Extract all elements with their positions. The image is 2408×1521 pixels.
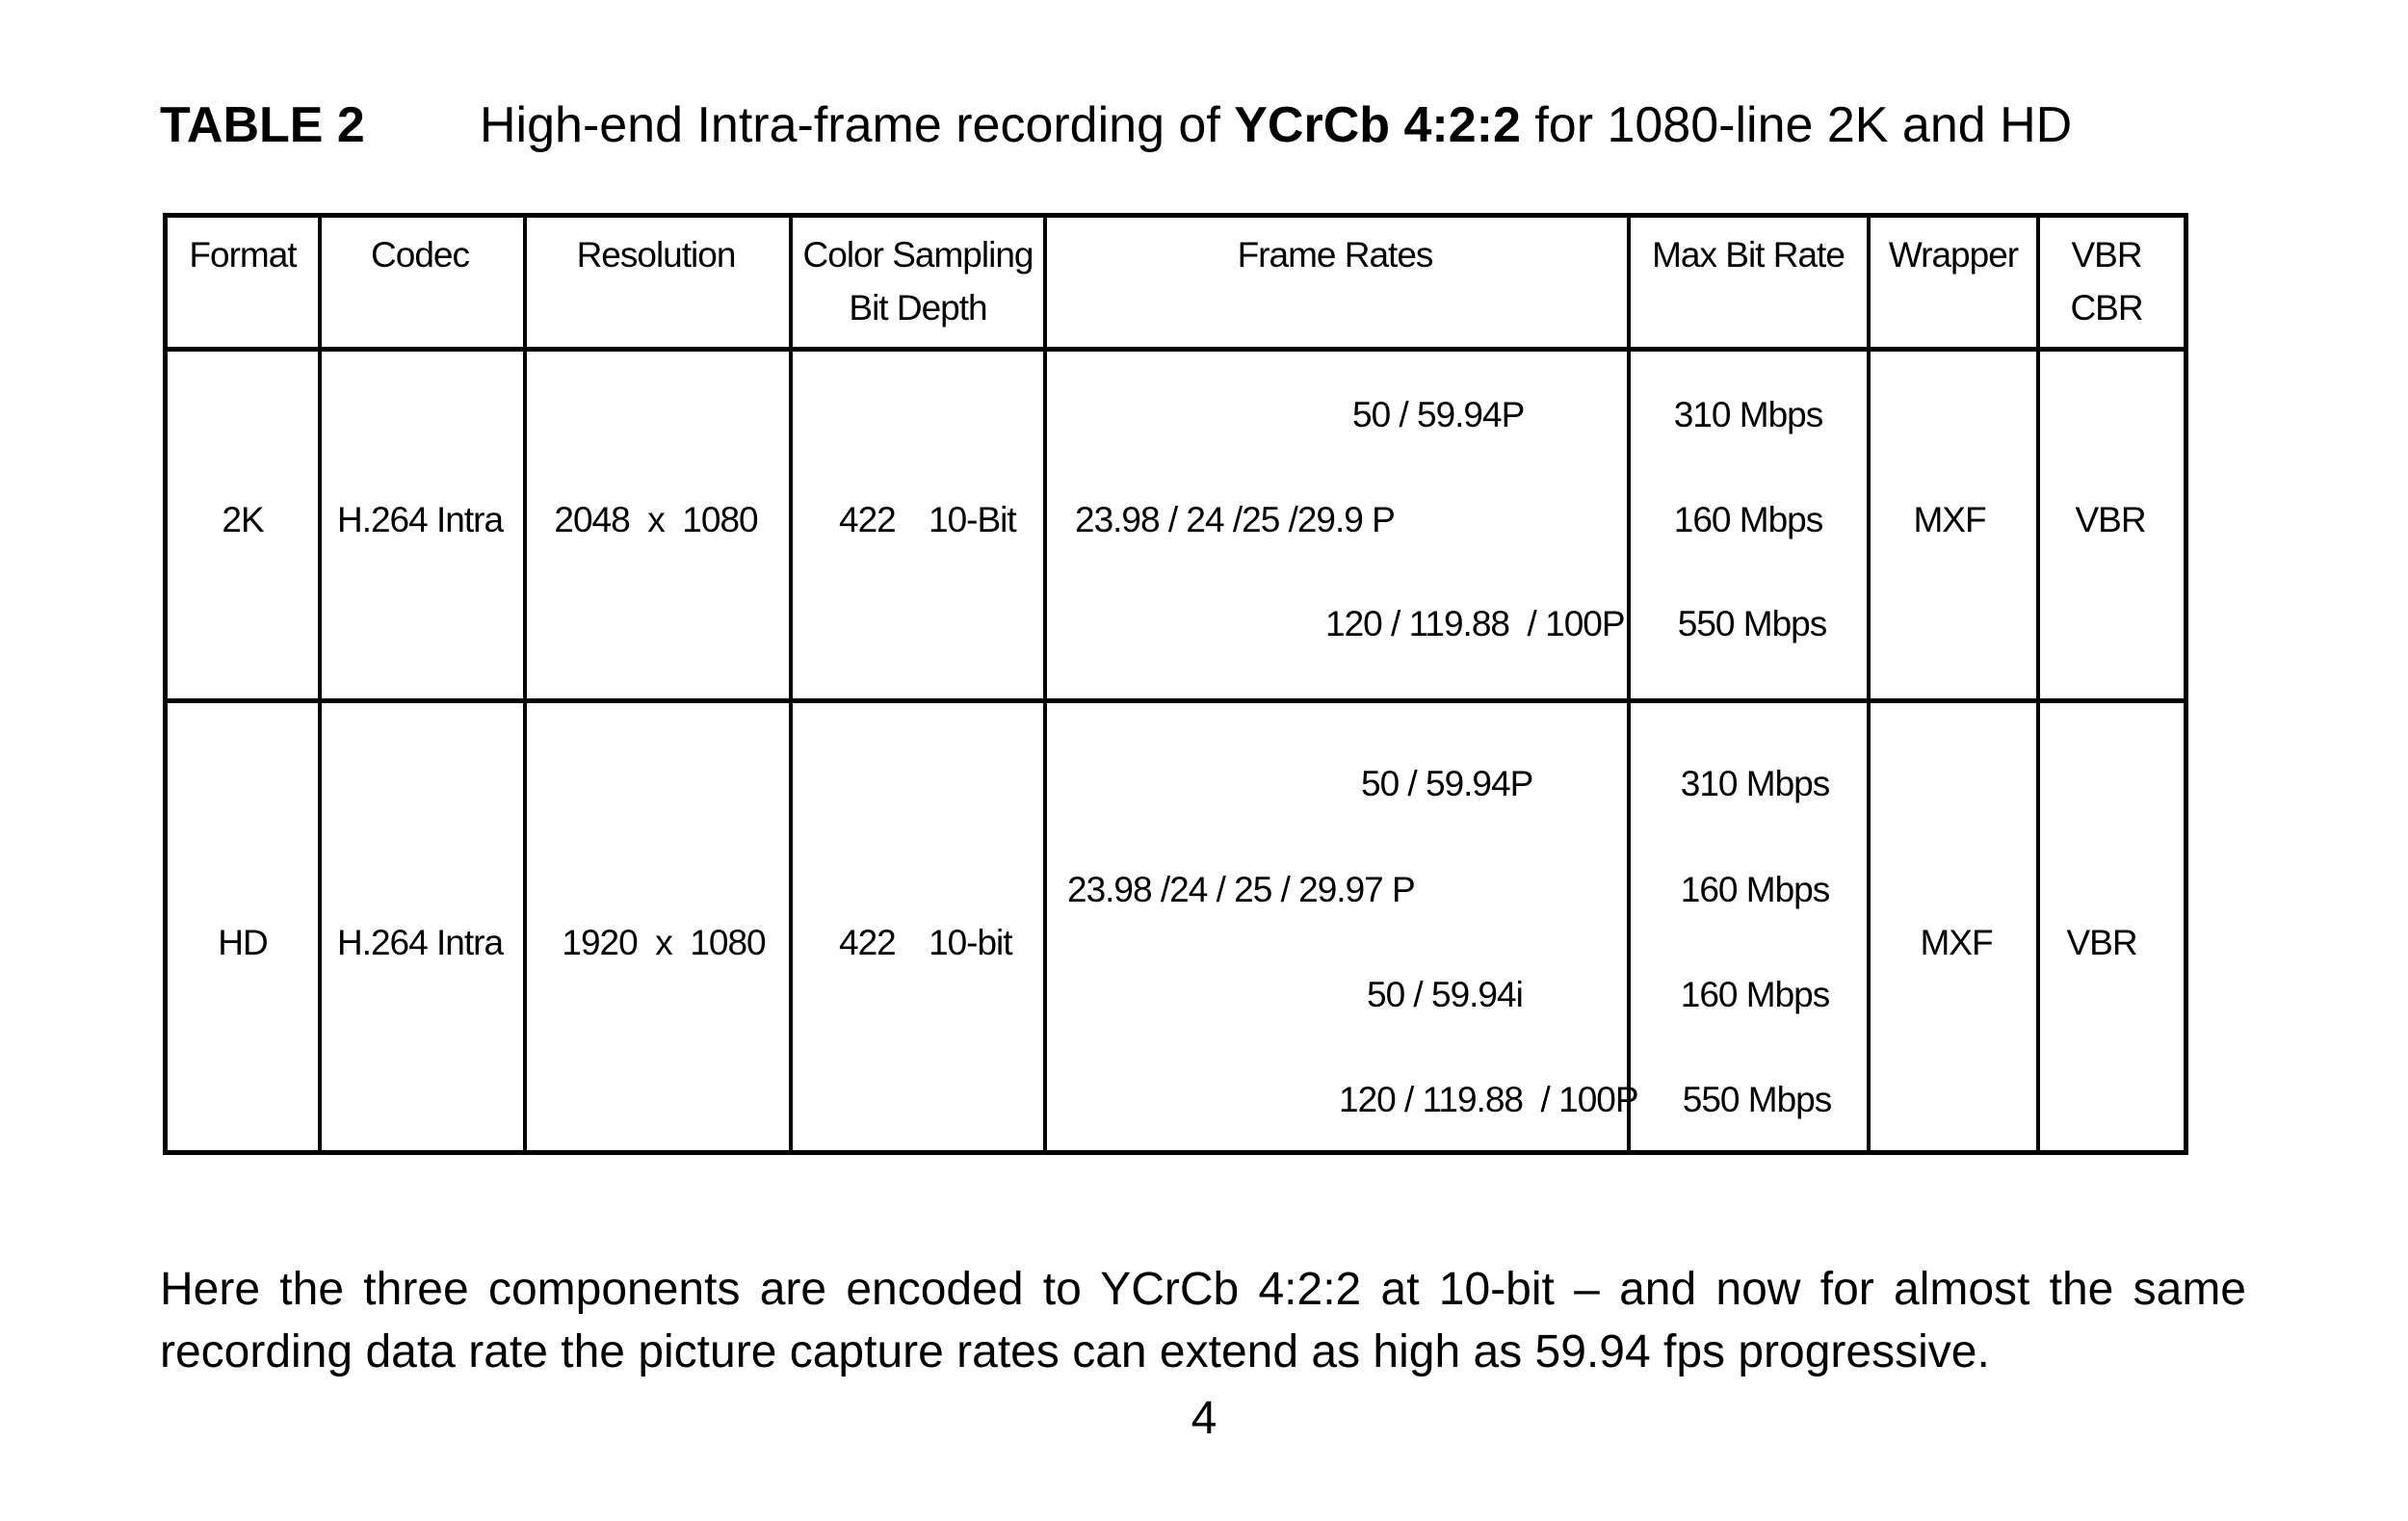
cell-format-2k: 2K: [222, 500, 264, 539]
cell-frame-rate: 50 / 59.94P: [1361, 764, 1533, 803]
caption-bold-text: YCrCb 4:2:2: [1234, 97, 1521, 153]
cell-codec-2k: H.264 Intra: [336, 500, 504, 539]
cell-wrapper-hd: MXF: [1920, 923, 1993, 962]
header-color-sampling: Color Sampling: [802, 235, 1034, 275]
cell-frame-rate: 50 / 59.94i: [1367, 975, 1523, 1014]
cell-frame-rate: 23.98 /24 / 25 / 29.97 P: [1067, 870, 1415, 909]
cell-bit-rate: 550 Mbps: [1677, 604, 1827, 643]
table-caption: [160, 96, 2072, 154]
header-resolution: Resolution: [576, 235, 736, 275]
specs-table: [163, 213, 2188, 1155]
column-divider: [523, 218, 527, 1150]
caption-text-end: for 1080-line 2K and HD: [1520, 97, 2073, 153]
cell-frame-rate: 120 / 119.88 / 100P: [1339, 1080, 1638, 1119]
header-bit-depth: Bit Depth: [849, 288, 987, 328]
row-divider: [168, 347, 2184, 352]
column-divider: [789, 218, 793, 1150]
cell-frame-rate: 50 / 59.94P: [1352, 395, 1525, 434]
cell-codec-hd: H.264 Intra: [336, 923, 504, 962]
cell-vbr-hd: VBR: [2066, 923, 2137, 962]
cell-bit-rate: 550 Mbps: [1682, 1080, 1832, 1119]
header-cbr: CBR: [2070, 288, 2143, 328]
cell-wrapper-2k: MXF: [1913, 500, 1986, 539]
cell-bit-rate: 160 Mbps: [1673, 500, 1823, 539]
header-format: Format: [189, 235, 297, 275]
cell-resolution-2k: 2048 x 1080: [554, 500, 758, 539]
cell-bit-depth-hd: 10-bit: [929, 923, 1012, 962]
cell-bit-rate: 310 Mbps: [1673, 395, 1823, 434]
header-vbr: VBR: [2071, 235, 2142, 275]
page-number: 4: [1191, 1393, 1217, 1444]
header-wrapper: Wrapper: [1888, 235, 2019, 275]
column-divider: [1627, 218, 1631, 1150]
header-max-bit-rate: Max Bit Rate: [1652, 235, 1845, 275]
column-divider: [1043, 218, 1047, 1150]
cell-frame-rate: 23.98 / 24 /25 /29.9 P: [1075, 500, 1395, 539]
cell-bit-depth-2k: 10-Bit: [929, 500, 1016, 539]
cell-frame-rate: 120 / 119.88 / 100P: [1325, 604, 1625, 643]
column-divider: [318, 218, 322, 1150]
caption-text: High-end Intra-frame recording of: [480, 97, 1235, 153]
column-divider: [1867, 218, 1871, 1150]
header-codec: Codec: [371, 235, 469, 275]
cell-bit-rate: 160 Mbps: [1680, 870, 1830, 909]
cell-format-hd: HD: [218, 923, 268, 962]
cell-color-sampling-hd: 422: [839, 923, 896, 962]
row-divider: [168, 698, 2184, 703]
table-label: TABLE 2: [160, 97, 365, 153]
cell-color-sampling-2k: 422: [839, 500, 896, 539]
cell-bit-rate: 310 Mbps: [1680, 764, 1830, 803]
cell-resolution-hd: 1920 x 1080: [562, 923, 766, 962]
column-divider: [2036, 218, 2040, 1150]
header-frame-rates: Frame Rates: [1237, 235, 1433, 275]
cell-bit-rate: 160 Mbps: [1680, 975, 1830, 1014]
cell-vbr-2k: VBR: [2075, 500, 2146, 539]
body-paragraph: Here the three components are encoded to YCrCb 4:2:2 at 10-bit – and now for almost the same recording data rate the picture capture rates can extend as high as 59.94 fps progressive.: [160, 1264, 2246, 1377]
